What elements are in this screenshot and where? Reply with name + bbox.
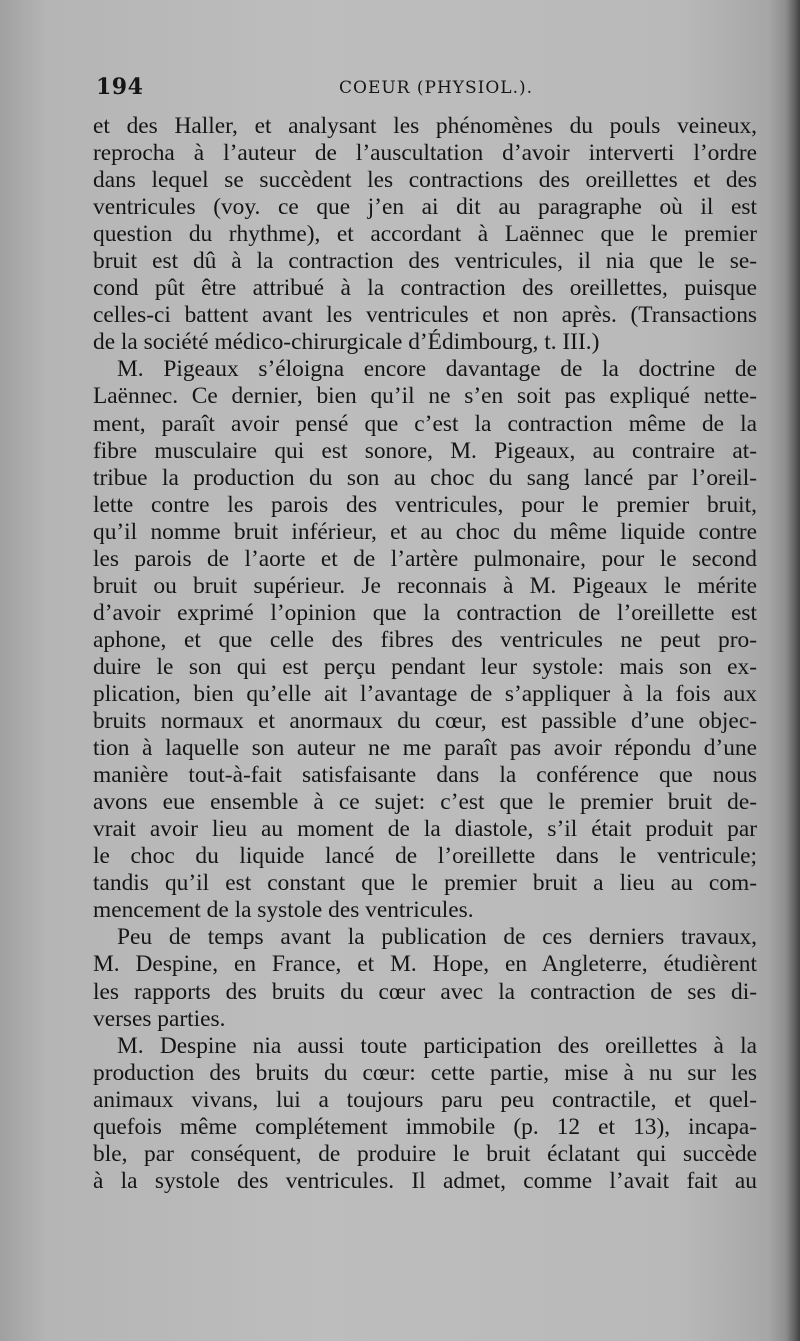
text-line: M. Despine, en France, et M. Hope, en Angleterre, étudièrent — [93, 951, 757, 978]
text-line: bruits normaux et anormaux du cœur, est passible d’une objec- — [93, 708, 757, 735]
text-line: qu’il nomme bruit inférieur, et au choc du même liquide contre — [93, 518, 757, 545]
text-line: le choc du liquide lancé de l’oreillette dans le ventricule; — [93, 843, 757, 870]
text-line: verses parties. — [93, 1005, 226, 1032]
text-line: ventricules (voy. ce que j’en ai dit au paragraphe où il est — [93, 194, 757, 221]
text-line: les rapports des bruits du cœur avec la contraction de ses di- — [93, 978, 757, 1005]
text-line: avons eue ensemble à ce sujet: c’est que le premier bruit de- — [93, 789, 757, 816]
text-line: M. Despine nia aussi toute participation des oreillettes à la — [117, 1032, 757, 1059]
text-line: les parois de l’aorte et de l’artère pulmonaire, pour le second — [93, 545, 757, 572]
running-head: COEUR (PHYSIOL.). — [339, 78, 534, 98]
text-line: ble, par conséquent, de produire le bruit éclatant qui succède — [93, 1140, 757, 1167]
text-line: tandis qu’il est constant que le premier bruit a lieu au com- — [93, 870, 757, 897]
text-line: animaux vivans, lui a toujours paru peu contractile, et quel- — [93, 1086, 757, 1113]
page-header — [96, 74, 756, 104]
text-line: et des Haller, et analysant les phénomènes du pouls veineux, — [93, 113, 757, 139]
text-line: dans lequel se succèdent les contractions des oreillettes et des — [93, 167, 757, 194]
text-line: à la systole des ventricules. Il admet, comme l’avait fait au — [93, 1167, 757, 1194]
page-gutter-shadow — [786, 0, 800, 1341]
text-line: aphone, et que celle des fibres des ventricules ne peut pro- — [93, 626, 757, 653]
text-line: quefois même complétement immobile (p. 12 et 13), incapa- — [93, 1113, 757, 1140]
text-line: vrait avoir lieu au moment de la diastole, s’il était produit par — [93, 816, 757, 843]
text-line: fibre musculaire qui est sonore, M. Pigeaux, au contraire at- — [93, 437, 757, 464]
text-line: tribue la production du son au choc du sang lancé par l’oreil- — [93, 464, 757, 491]
text-line: d’avoir exprimé l’opinion que la contraction de l’oreillette est — [93, 599, 757, 626]
page-number: 194 — [96, 74, 144, 100]
text-line: reprocha à l’auteur de l’auscultation d’avoir interverti l’ordre — [93, 140, 757, 167]
body-text — [93, 113, 757, 1195]
text-line: ment, paraît avoir pensé que c’est la contraction même de la — [93, 410, 757, 437]
text-line: duire le son qui est perçu pendant leur systole: mais son ex- — [93, 653, 757, 680]
text-line: celles-ci battent avant les ventricules et non après. (Transactions — [93, 302, 757, 329]
text-line: M. Pigeaux s’éloigna encore davantage de la doctrine de — [117, 356, 757, 383]
text-line: cond pût être attribué à la contraction des oreillettes, puisque — [93, 275, 757, 302]
text-line: bruit ou bruit supérieur. Je reconnais à M. Pigeaux le mérite — [93, 572, 757, 599]
text-line: plication, bien qu’elle ait l’avantage de s’appliquer à la fois aux — [93, 680, 757, 707]
text-line: manière tout-à-fait satisfaisante dans la conférence que nous — [93, 762, 757, 789]
text-line: Peu de temps avant la publication de ces derniers travaux, — [117, 924, 757, 951]
text-line: bruit est dû à la contraction des ventricules, il nia que le se- — [93, 248, 757, 275]
text-line: mencement de la systole des ventricules. — [93, 897, 474, 924]
text-line: production des bruits du cœur: cette partie, mise à nu sur les — [93, 1059, 757, 1086]
text-line: de la société médico-chirurgicale d’Édimbourg, t. III.) — [93, 329, 600, 356]
text-line: lette contre les parois des ventricules, pour le premier bruit, — [93, 491, 757, 518]
text-line: question du rhythme), et accordant à Laënnec que le premier — [93, 221, 757, 248]
text-line: Laënnec. Ce dernier, bien qu’il ne s’en soit pas expliqué nette- — [93, 383, 757, 410]
text-line: tion à laquelle son auteur ne me paraît pas avoir répondu d’une — [93, 735, 757, 762]
